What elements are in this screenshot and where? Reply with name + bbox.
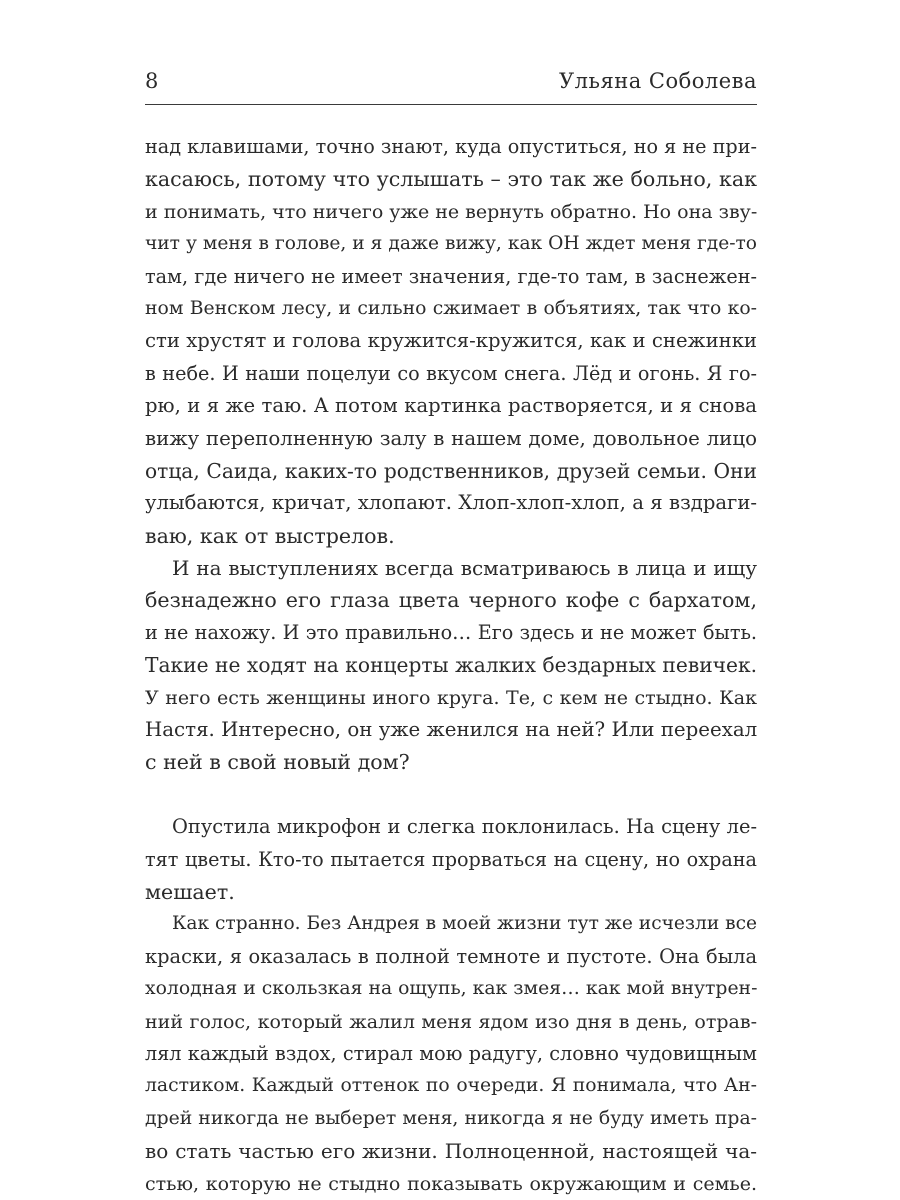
text-line: ластиком. Каждый оттенок по очереди. Я понимала, что Ан-: [145, 1075, 757, 1097]
book-author: Ульяна Соболева: [559, 69, 757, 93]
text-line: тят цветы. Кто-то пытается прорваться на сцену, но охрана: [145, 847, 757, 871]
text-line: касаюсь, потому что услышать – это так же больно, как: [145, 167, 757, 192]
text-line: чит у меня в голове, и я даже вижу, как ОН ждет меня где-то: [145, 233, 757, 255]
text-line: с ней в свой новый дом?: [145, 750, 410, 775]
text-line: холодная и скользкая на ощупь, как змея… как мой внутрен-: [145, 978, 757, 1000]
paragraph: [145, 908, 757, 1200]
text-line: и не нахожу. И это правильно… Его здесь и не может быть.: [145, 620, 757, 644]
text-line: ном Венском лесу, и сильно сжимает в объятиях, так что ко-: [145, 297, 757, 319]
body-text: [145, 131, 757, 1200]
text-line: краски, я оказалась в полной темноте и пустоте. Она была: [145, 944, 757, 968]
header-divider: [145, 104, 757, 105]
section-break: [145, 779, 757, 811]
text-line: там, где ничего не имеет значения, где-то там, в заснежен-: [145, 264, 757, 288]
page-number: 8: [145, 69, 159, 93]
text-line: И на выступлениях всегда всматриваюсь в лица и ищу: [172, 556, 757, 581]
text-line: мешает.: [145, 879, 235, 904]
text-line: Такие не ходят на концерты жалких бездарных певичек.: [145, 653, 757, 678]
text-line: Как странно. Без Андрея в моей жизни тут же исчезли все: [172, 913, 757, 935]
text-line: и понимать, что ничего уже не вернуть обратно. Но она зву-: [145, 200, 757, 223]
text-line: дрей никогда не выберет меня, никогда я не буду иметь пра-: [145, 1107, 757, 1129]
text-line: У него есть женщины иного круга. Те, с кем не стыдно. Как: [145, 686, 757, 709]
text-line: стью, которую не стыдно показывать окружающим и семье.: [145, 1172, 757, 1195]
paragraph: [145, 552, 757, 779]
text-line: безнадежно его глаза цвета черного кофе с бархатом,: [145, 588, 757, 613]
text-line: ваю, как от выстрелов.: [145, 523, 395, 548]
paragraph: [145, 131, 757, 552]
running-header: [145, 64, 757, 102]
paragraph: [145, 811, 757, 908]
text-line: улыбаются, кричат, хлопают. Хлоп-хлоп-хлоп, а я вздраги-: [145, 491, 757, 515]
text-line: в небе. И наши поцелуи со вкусом снега. Лёд и огонь. Я го-: [145, 361, 757, 385]
text-line: ний голос, который жалил меня ядом изо дня в день, отрав-: [145, 1010, 757, 1033]
text-line: над клавишами, точно знают, куда опуститься, но я не при-: [145, 135, 757, 158]
text-line: вижу переполненную залу в нашем доме, довольное лицо: [145, 426, 757, 450]
text-line: Опустила микрофон и слегка поклонилась. На сцену ле-: [172, 815, 757, 839]
text-line: сти хрустят и голова кружится-кружится, как и снежинки: [145, 329, 757, 353]
text-line: во стать частью его жизни. Полноценной, настоящей ча-: [145, 1139, 757, 1164]
text-line: рю, и я же таю. А потом картинка растворяется, и я снова: [145, 394, 757, 418]
text-line: Настя. Интересно, он уже женился на ней? Или переехал: [145, 718, 757, 742]
text-line: лял каждый вздох, стирал мою радугу, словно чудовищным: [145, 1041, 757, 1065]
text-line: отца, Саида, каких-то родственников, друзей семьи. Они: [145, 458, 757, 483]
